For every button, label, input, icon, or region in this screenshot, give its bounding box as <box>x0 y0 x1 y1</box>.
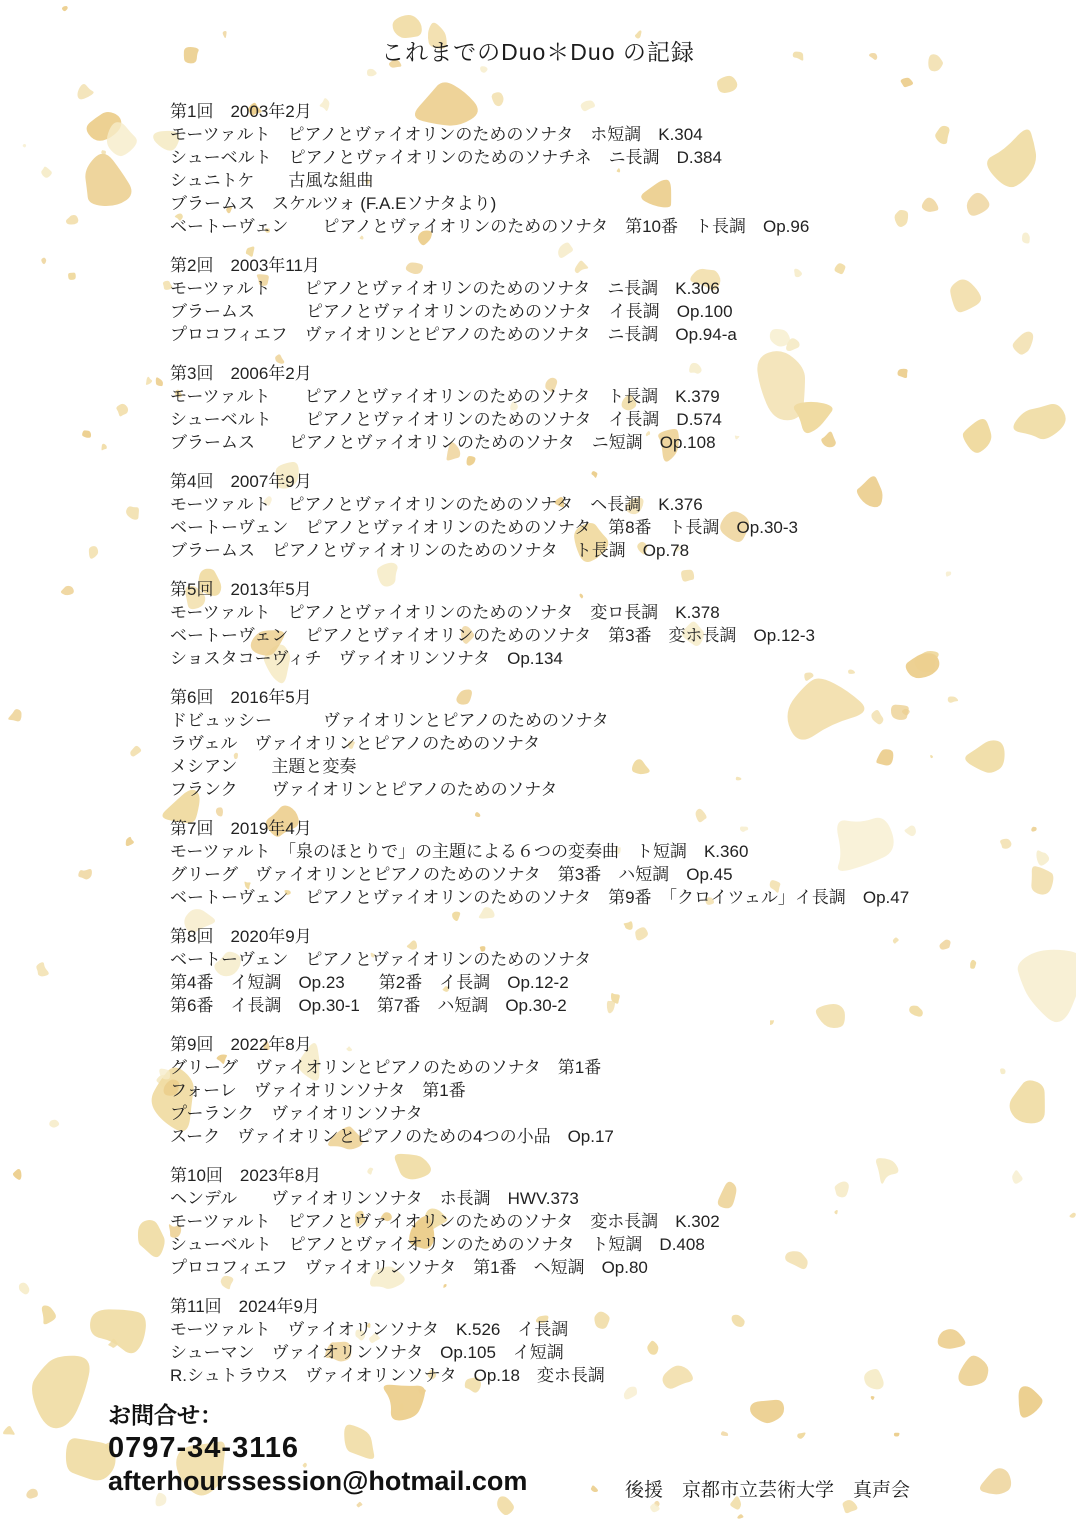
program-line: ブラームス ピアノとヴァイオリンのためのソナタ ト長調 Op.78 <box>170 541 690 560</box>
program-line: ラヴェル ヴァイオリンとピアノのためのソナタ <box>170 734 541 753</box>
program-line: シュニトケ 古風な組曲 <box>170 171 374 190</box>
sponsor-line: 後援 京都市立芸術大学 真声会 <box>625 1480 911 1501</box>
program-line: シューベルト ピアノとヴァイオリンのためのソナタ イ長調 D.574 <box>170 410 722 429</box>
concert-header: 第9回 2022年8月 <box>170 1035 312 1054</box>
concert-section <box>170 925 970 1017</box>
contact-phone: 0797-34-3116 <box>108 1432 299 1464</box>
program-line: モーツァルト ヴァイオリンソナタ K.526 イ長調 <box>170 1320 569 1339</box>
program-line: モーツァルト ピアノとヴァイオリンのためのソナタ ホ短調 K.304 <box>170 125 703 144</box>
program-line: ベートーヴェン ピアノとヴァイオリンのためのソナタ <box>170 950 592 969</box>
concert-history-list <box>170 100 970 1403</box>
program-line: シューベルト ピアノとヴァイオリンのためのソナタ ト短調 D.408 <box>170 1235 705 1254</box>
concert-header: 第7回 2019年4月 <box>170 819 312 838</box>
concert-section <box>170 254 970 346</box>
program-line: モーツァルト ピアノとヴァイオリンのためのソナタ ト長調 K.379 <box>170 387 720 406</box>
program-line: ベートーヴェン ピアノとヴァイオリンのためのソナタ 第9番 「クロイツェル」イ長調 Op.47 <box>170 888 910 907</box>
concert-section <box>170 362 970 454</box>
program-line: 第4番 イ短調 Op.23 第2番 イ長調 Op.12-2 <box>170 973 569 992</box>
program-line: プーランク ヴァイオリンソナタ <box>170 1104 423 1123</box>
program-line: プロコフィエフ ヴァイオリンとピアノのためのソナタ ニ長調 Op.94-a <box>170 325 737 344</box>
program-line: シューベルト ピアノとヴァイオリンのためのソナチネ ニ長調 D.384 <box>170 148 722 167</box>
program-line: フォーレ ヴァイオリンソナタ 第1番 <box>170 1081 466 1100</box>
concert-section <box>170 100 970 238</box>
program-line: ベートーヴェン ピアノとヴァイオリンのためのソナタ 第3番 変ホ長調 Op.12-3 <box>170 626 815 645</box>
program-line: ブラームス ピアノとヴァイオリンのためのソナタ ニ短調 Op.108 <box>170 433 716 452</box>
concert-header: 第5回 2013年5月 <box>170 580 312 599</box>
contact-email: afterhourssession@hotmail.com <box>108 1466 528 1496</box>
program-line: 第6番 イ長調 Op.30-1 第7番 ハ短調 Op.30-2 <box>170 996 567 1015</box>
program-line: シューマン ヴァイオリンソナタ Op.105 イ短調 <box>170 1343 564 1362</box>
concert-header: 第10回 2023年8月 <box>170 1166 322 1185</box>
program-line: モーツァルト 「泉のほとりで」の主題による６つの変奏曲 ト短調 K.360 <box>170 842 749 861</box>
program-line: メシアン 主題と変奏 <box>170 757 357 776</box>
concert-header: 第6回 2016年5月 <box>170 688 312 707</box>
concert-section <box>170 1033 970 1148</box>
concert-header: 第2回 2003年11月 <box>170 256 320 275</box>
concert-section <box>170 470 970 562</box>
program-line: プロコフィエフ ヴァイオリンソナタ 第1番 ヘ短調 Op.80 <box>170 1258 648 1277</box>
program-line: グリーグ ヴァイオリンとピアノのためのソナタ 第3番 ハ短調 Op.45 <box>170 865 733 884</box>
program-line: モーツァルト ピアノとヴァイオリンのためのソナタ ヘ長調 K.376 <box>170 495 703 514</box>
program-line: モーツァルト ピアノとヴァイオリンのためのソナタ ニ長調 K.306 <box>170 279 720 298</box>
program-line: ベートーヴェン ピアノとヴァイオリンのためのソナタ 第10番 ト長調 Op.96 <box>170 217 810 236</box>
concert-section <box>170 817 970 909</box>
program-line: ベートーヴェン ピアノとヴァイオリンのためのソナタ 第8番 ト長調 Op.30-3 <box>170 518 798 537</box>
concert-section <box>170 1295 970 1387</box>
program-line: ドビュッシー ヴァイオリンとピアノのためのソナタ <box>170 711 609 730</box>
program-line: モーツァルト ピアノとヴァイオリンのためのソナタ 変ホ長調 K.302 <box>170 1212 720 1231</box>
concert-header: 第1回 2003年2月 <box>170 102 312 121</box>
concert-header: 第3回 2006年2月 <box>170 364 312 383</box>
concert-header: 第11回 2024年9月 <box>170 1297 320 1316</box>
program-line: R.シュトラウス ヴァイオリンソナタ Op.18 変ホ長調 <box>170 1366 605 1385</box>
concert-section <box>170 1164 970 1279</box>
program-line: ブラームス スケルツォ (F.A.Eソナタより) <box>170 194 497 213</box>
program-line: モーツァルト ピアノとヴァイオリンのためのソナタ 変ロ長調 K.378 <box>170 603 720 622</box>
concert-header: 第8回 2020年9月 <box>170 927 312 946</box>
program-line: グリーグ ヴァイオリンとピアノのためのソナタ 第1番 <box>170 1058 602 1077</box>
program-line: ショスタコーヴィチ ヴァイオリンソナタ Op.134 <box>170 649 563 668</box>
contact-label: お問合せ： <box>108 1402 223 1428</box>
page-title: これまでのDuo＊Duo の記録 <box>381 39 695 65</box>
program-line: ブラームス ピアノとヴァイオリンのためのソナタ イ長調 Op.100 <box>170 302 733 321</box>
program-line: ヘンデル ヴァイオリンソナタ ホ長調 HWV.373 <box>170 1189 579 1208</box>
program-line: フランク ヴァイオリンとピアノのためのソナタ <box>170 780 558 799</box>
concert-header: 第4回 2007年9月 <box>170 472 312 491</box>
concert-section <box>170 578 970 670</box>
program-line: スーク ヴァイオリンとピアノのための4つの小品 Op.17 <box>170 1127 614 1146</box>
contact-block <box>108 1398 527 1498</box>
concert-section <box>170 686 970 801</box>
